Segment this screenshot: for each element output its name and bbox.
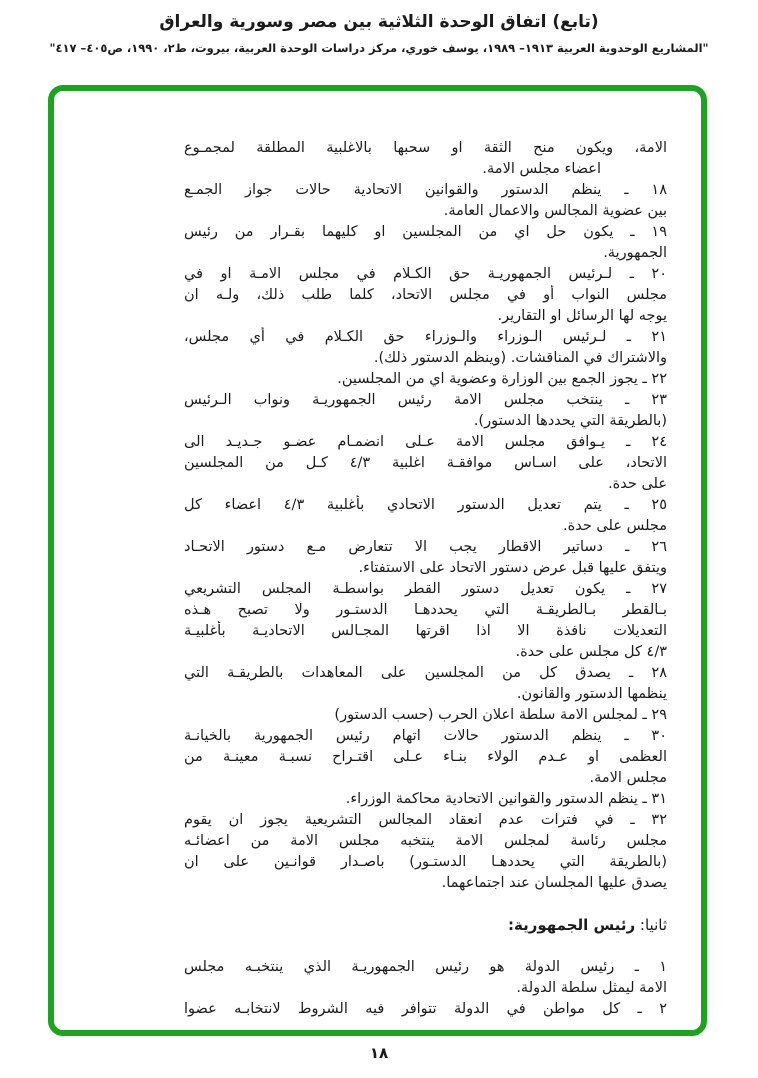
text-line: الاتحاد، على اسـاس موافقـة اغلبية ٤/٣ كـل من المجلسين (184, 455, 667, 471)
text-line: ٢٠ ـ لـرئيس الجمهوريـة حق الكـلام في مجلس الامـة او في (184, 266, 667, 282)
text-line: يوجه لها الرسائل او التقارير. (497, 308, 667, 324)
text-line: ٣٠ ـ ينظم الدستور حالات اتهام رئيس الجمهورية بالخيانـة (184, 728, 667, 744)
text-line: بين عضوية المجالس والاعمال العامة. (443, 203, 667, 219)
source-citation: "المشاريع الوحدوية العربية ١٩١٣– ١٩٨٩، يوسف خوري، مركز دراسات الوحدة العربية، بيروت، ط٢، ١٩٩٠، ص٤٠٥– ٤١٧" (49, 41, 709, 55)
text-column (184, 138, 667, 1020)
text-line: التعديلات نافذة الا اذا اقرتها المجـالس الاتحاديـة بأغلبيـة (184, 623, 667, 639)
section-heading-prefix: ثانيا: (635, 916, 667, 934)
text-line: بـالقطر بـالطريقـة التي يحددهـا الدستـور ولا تصبح هـذه (184, 602, 667, 618)
text-line: ٢٦ ـ دساتير الاقطار يجب الا تتعارض مـع دستور الاتحـاد (184, 539, 667, 555)
text-line: مجلس الامة. (589, 770, 667, 786)
content-frame (48, 85, 707, 1036)
spacer (184, 894, 667, 915)
text-line: ٢٩ ـ لمجلس الامة سلطة اعلان الحرب (حسب الدستور) (334, 707, 667, 723)
text-line: (بالطريقة التي يحددهـا الدستـور) باصـدار قوانـين على ان (184, 854, 667, 870)
text-line: ويتفق عليها قبل عرض دستور الاتحاد على الاستفتاء. (358, 560, 667, 576)
text-line: ٢ ـ كل مواطن في الدولة تتوافر فيه الشروط لانتخابـه عضوا (184, 1001, 667, 1017)
section-heading-title: رئيس الجمهورية: (508, 916, 636, 934)
text-line: ٢٥ ـ يتم تعديل الدستور الاتحادي بأغلبية ٤/٣ اعضاء كل (184, 497, 667, 513)
text-line: ١٩ ـ يكون حل اي من المجلسين او كليهما بقـرار من رئيس (184, 224, 667, 240)
text-line: ٢١ ـ لـرئيس الـوزراء والـوزراء حق الكـلام في أي مجلس، (184, 329, 667, 345)
text-line: ٢٣ ـ ينتخب مجلس الامة رئيس الجمهوريـة ونواب الـرئيس (184, 392, 667, 408)
text-line: العظمى او عـدم الولاء بنـاء عـلى اقتـراح نسبـة معينـة من (184, 749, 667, 765)
page-number: ١٨ (369, 1044, 389, 1062)
text-line: الجمهورية. (603, 245, 667, 261)
text-line: مجلس رئاسة لمجلس الامة ينتخبه مجلس الامة من اعضائـه (184, 833, 667, 849)
text-line: اعضاء مجلس الامة. (482, 161, 601, 177)
page-header (0, 12, 758, 55)
text-line: ٣١ ـ ينظم الدستور والقوانين الاتحادية محاكمة الوزراء. (345, 791, 667, 807)
text-line: ٢٧ ـ يكون تعديل دستور القطر بواسطـة المجلس التشريعي (184, 581, 667, 597)
text-line: ١٨ ـ ينظم الدستور والقوانين الاتحادية حالات جواز الجمـع (184, 182, 667, 198)
spacer (184, 936, 667, 957)
text-line: ٣٢ ـ في فترات عدم انعقاد المجالس التشريعية يجوز ان يقوم (184, 812, 667, 828)
text-line: ٢٨ ـ يصدق كل من المجلسين على المعاهدات بالطريقـة التي (184, 665, 667, 681)
text-line: مجلس النواب أو في مجلس الاتحاد، كلما طلب ذلك، ولـه ان (184, 287, 667, 303)
text-line: الامة، ويكون منح الثقة او سحبها بالاغلبية المطلقة لمجمـوع (184, 140, 667, 156)
section-heading (184, 915, 667, 936)
text-line: والاشتراك في المناقشات. (وينظم الدستور ذلك). (373, 350, 667, 366)
text-line: ١ ـ رئيس الدولة هو رئيس الجمهوريـة الذي ينتخبـه مجلس (184, 959, 667, 975)
text-line: ٢٤ ـ يـوافق مجلس الامة عـلى انضمـام عضـو جـديـد الى (184, 434, 667, 450)
text-line: ٢٢ ـ يجوز الجمع بين الوزارة وعضوية اي من المجلسين. (337, 371, 667, 387)
text-line: (بالطريقة التي يحددها الدستور). (473, 413, 667, 429)
page-title: (تابع) اتفاق الوحدة الثلاثية بين مصر وسورية والعراق (159, 12, 599, 32)
text-line: مجلس على حدة. (563, 518, 667, 534)
text-line: ينظمها الدستور والقانون. (516, 686, 667, 702)
text-line: يصدق عليها المجلسان عند اجتماعهما. (441, 875, 667, 891)
text-line: ٤/٣ كل مجلس على حدة. (515, 644, 667, 660)
text-line: الامة ليمثل سلطة الدولة. (516, 980, 667, 996)
text-line: على حدة. (608, 476, 667, 492)
